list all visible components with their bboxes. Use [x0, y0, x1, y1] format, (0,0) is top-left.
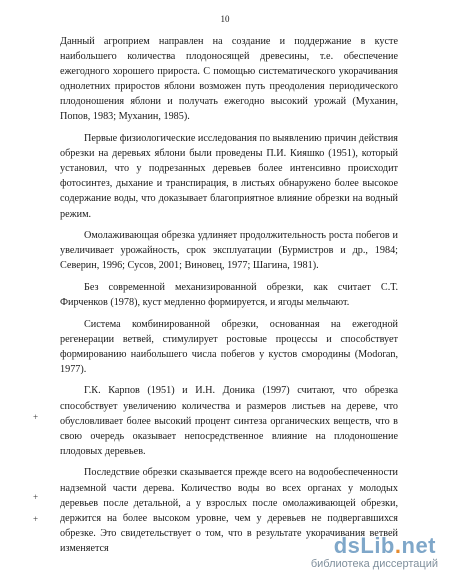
margin-mark: + — [33, 514, 39, 524]
paragraph-1: Данный агроприем направлен на создание и поддержание в кусте наибольшего количества плодоносящей древесины, т.е. обеспечение ежегодного хорошего прироста. С помощью систематического укорачивания однолетних приростов яблони возможен путь преодоления периодического плодоношения яблони и получать ежегодно высокий урожай (Муханин, Попов, 1983; Муханин, 1985). — [60, 36, 398, 123]
logo-dot: . — [394, 533, 402, 558]
watermark-subtitle: библиотека диссертаций — [310, 558, 438, 570]
paragraph-5: Система комбинированной обрезки, основанная на ежегодной регенерации ветвей, стимулирует ростовые процессы и способствует формированию наибольшего числа побегов у кустов смородины (Modoran, 1977). — [60, 318, 398, 375]
paragraph-3: Омолаживающая обрезка удлиняет продолжительность роста побегов и увеличивает урожайность, срок эксплуатации (Бурмистров и др., 1984; Северин, 1996; Сусов, 2001; Виновец, 1977; Шагина, 1981). — [60, 230, 398, 272]
margin-mark: + — [33, 412, 39, 422]
document-body — [60, 34, 398, 563]
logo-tld: net — [401, 533, 436, 558]
paragraph-2: Первые физиологические исследования по выявлению причин действия обрезки на деревьях яблони были проведены П.И. Кияшко (1951), который установил, что у подрезанных деревьев более интенсивно происходит фотосинтез, дыхание и транспирация, в листьях обнаружено более высокое содержание воды, что доказывает благоприятное влияние обрезки на водный режим. — [60, 133, 398, 220]
page-number: 10 — [220, 14, 230, 24]
watermark-logo — [334, 533, 436, 559]
paragraph-7: Последствие обрезки сказывается прежде всего на водообеспеченности надземной части дерева. Количество воды во всех органах у молодых деревьев после детальной, а у взрослых после омолаживающей обрезки, держится на более высоком уровне, чем у деревьев не подвергавшихся обрезке. Это свидетельствует о том, что в результате укорачивания ветвей изменяется — [60, 467, 398, 554]
logo-main: dsLib — [333, 533, 395, 558]
paragraph-4: Без современной механизированной обрезки, как считает С.Т. Фирченков (1978), куст медленно формируется, и ягоды мельчают. — [60, 281, 398, 308]
paragraph-6: Г.К. Карпов (1951) и И.Н. Доника (1997) считают, что обрезка способствует увеличению количества и размеров листьев на дереве, что обусловливает более высокий процент синтеза органических веществ, что в свою очередь оказывает непосредственное влияние на плодоношение плодовых деревьев. — [60, 385, 398, 457]
dslib-watermark — [292, 533, 442, 573]
margin-mark: + — [33, 492, 39, 502]
